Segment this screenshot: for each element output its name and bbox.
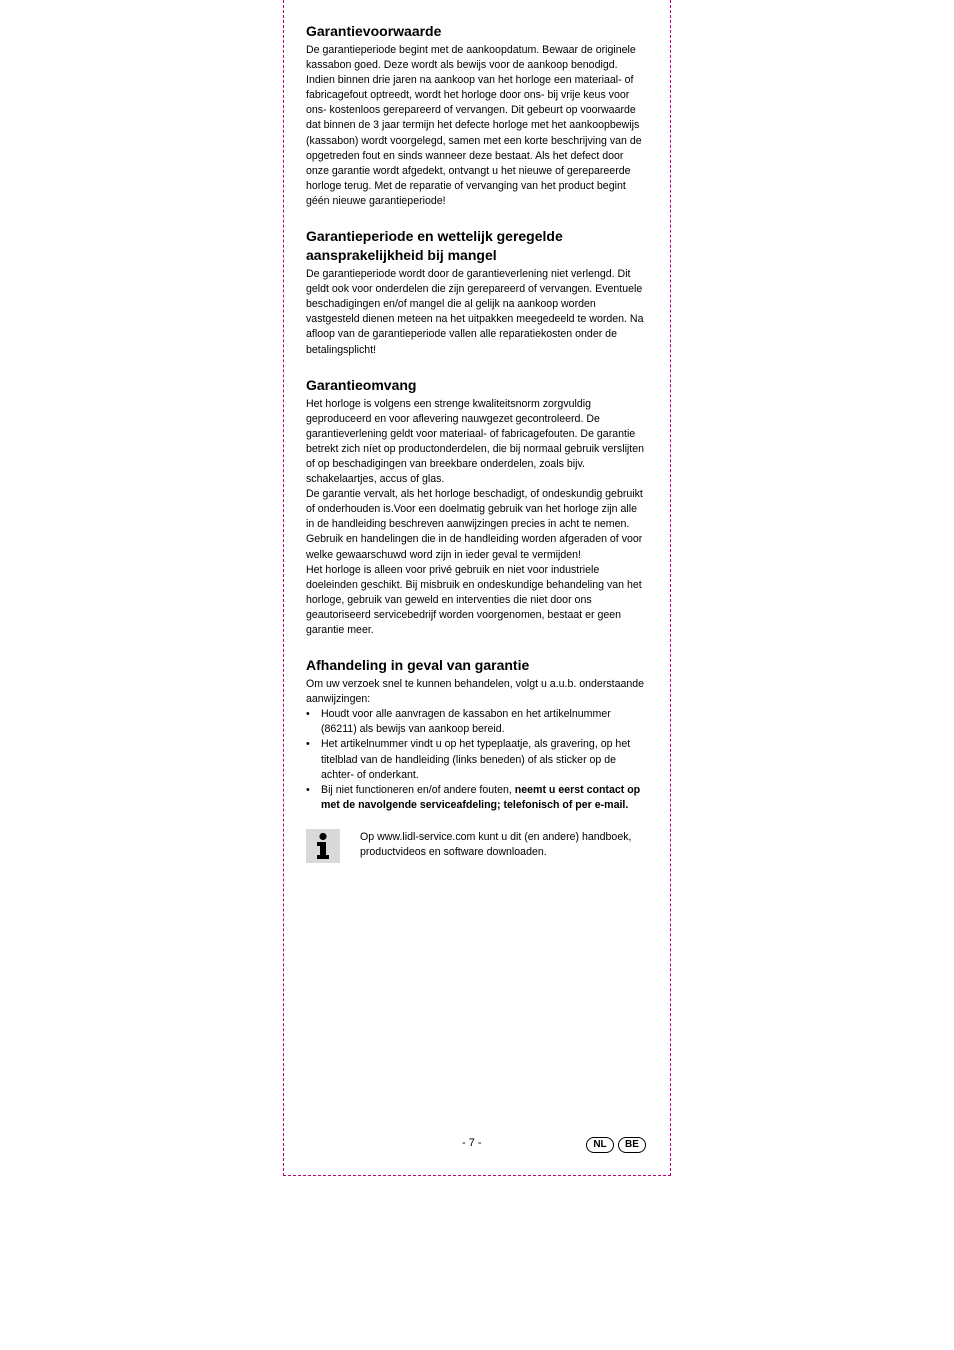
instruction-list [306,707,648,813]
language-badge-nl: NL [586,1137,614,1153]
section-intro: Om uw verzoek snel te kunnen behandelen, volgt u a.u.b. onderstaande aanwijzingen: [306,678,645,706]
info-icon [306,829,340,863]
info-note [306,829,648,863]
page-number: - 7 - [462,1137,482,1149]
language-badges [586,1137,646,1153]
section-heading: Afhandeling in geval van garantie [306,657,530,674]
section-paragraph: De garantie vervalt, als het horloge beschadigt, of ondeskundig gebruikt of onderhouden is.Voor een doelmatig gebruik van het horloge zijn alle in de handleiding beschreven aanwijzingen precies in acht te nemen. Gebruik en handelingen die in de handleiding worden afgeraden of voor welke gewaarschuwd word zijn in ieder geval te vermijden! [306,488,643,561]
section-paragraph: Het horloge is alleen voor privé gebruik en niet voor industriele doeleinden geschikt. Bij misbruik en ondeskundige behandeling van het horloge, gebruik van geweld en interventies die niet door ons geautoriseerd servicebedrijf worden voorgenomen, bestaat er geen garantie meer. [306,563,642,636]
section-afhandeling [306,656,648,813]
section-paragraph: De garantieperiode begint met de aankoopdatum. Bewaar de originele kassabon goed. Deze wordt als bewijs voor de aankoop benodigd. Indien binnen drie jaren na aankoop van het horloge een materiaal- of fabricagefout optreedt, wordt het horloge door ons- bij vrije keus voor ons- kostenloos gerepareerd of vervangen. Dit gebeurt op voorwaarde dat binnen de 3 jaar termijn het defecte horloge met het aankoopbewijs (kassabon) wordt voorgelegd, samen met een korte beschrijving van de opgetreden fout en sinds wanneer deze bestaat. Als het defect door onze garantie wordt afgedekt, ontvangt u het nieuwe of gerepareerde horloge terug. Met de reparatie of vervanging van het product begint géén nieuwe garantieperiode! [306,44,642,207]
list-item [306,737,648,782]
document-content [306,22,648,863]
section-garantievoorwaarde [306,22,648,209]
list-item-text: Bij niet functioneren en/of andere fouten, [321,783,515,796]
section-garantieomvang [306,376,648,639]
section-heading: Garantievoorwaarde [306,23,442,39]
bullet-icon: • [306,708,310,721]
list-item-text: Het artikelnummer vindt u op het typeplaatje, als gravering, op het titelblad van de handleiding (links beneden) of als sticker op de achter- of onderkant. [321,738,631,781]
list-item [306,707,648,737]
language-badge-be: BE [618,1137,646,1153]
section-garantieperiode [306,227,648,358]
list-item [306,783,648,813]
section-heading: Garantieperiode en wettelijk geregelde aansprakelijkheid bij mangel [306,228,563,264]
list-item-bold-text: neemt u eerst contact op met de navolgende serviceafdeling; telefonisch of per e-mail. [321,783,641,811]
list-item-text: Houdt voor alle aanvragen de kassabon en het artikelnummer (86211) als bewijs van aankoop bereid. [321,708,611,736]
section-paragraph: De garantieperiode wordt door de garantieverlening niet verlengd. Dit geldt ook voor onderdelen die zijn gerepareerd of vervangen. Eventuele beschadigingen en/of mangel die al gelijk na aankoop worden vastgesteld dienen meteen na het uitpakken meegedeeld te worden. Na afloop van de garantieperiode vallen alle reparatiekosten onder de betalingsplicht! [306,268,644,356]
bullet-icon: • [306,738,310,751]
bullet-icon: • [306,783,310,796]
info-text: Op www.lidl-service.com kunt u dit (en andere) handboek, productvideos en software downloaden. [360,830,632,859]
section-paragraph: Het horloge is volgens een strenge kwaliteitsnorm zorgvuldig geproduceerd en voor aflevering nauwgezet gecontroleerd. De garantieverlening geldt voor materiaal- of fabricagefouten. De garantie betrekt zich níet op productonderdelen, die bij normaal gebruik verslijten of op beschadigingen van breekbare onderdelen, zoals bijv. schakelaartjes, accus of glas. [306,397,645,486]
section-heading: Garantieomvang [306,376,417,393]
